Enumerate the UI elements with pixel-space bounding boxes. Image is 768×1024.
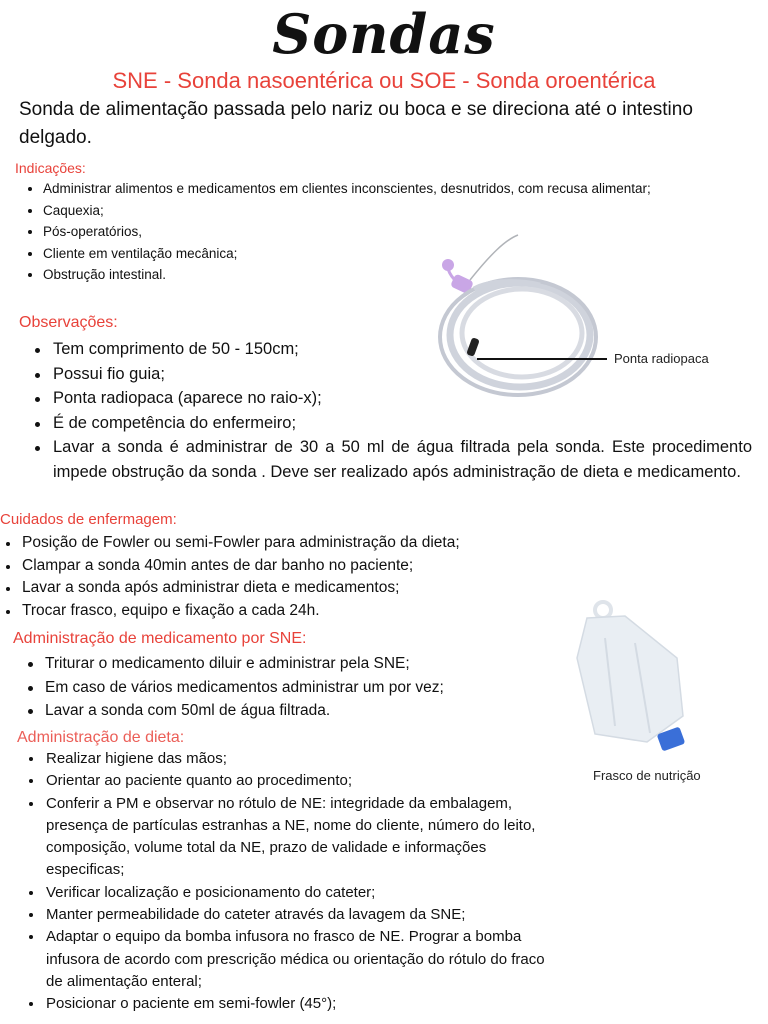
sonda-illustration bbox=[430, 225, 600, 400]
indicacoes-heading: Indicações: bbox=[15, 160, 86, 176]
dieta-heading: Administração de dieta: bbox=[17, 729, 185, 746]
list-item: Orientar ao paciente quanto ao procedimento; bbox=[20, 770, 565, 792]
medicamento-heading: Administração de medicamento por SNE: bbox=[13, 630, 307, 647]
observacoes-list-long bbox=[29, 435, 752, 484]
list-item: Lavar a sonda após administrar dieta e medicamentos; bbox=[0, 577, 600, 600]
list-item: Posição de Fowler ou semi-Fowler para administração da dieta; bbox=[0, 532, 600, 555]
observacoes-list bbox=[29, 337, 429, 435]
observacoes-heading: Observações: bbox=[19, 314, 118, 331]
list-item: Ponta radiopaca (aparece no raio-x); bbox=[29, 386, 429, 411]
medicamento-list bbox=[21, 652, 491, 723]
dieta-list bbox=[20, 748, 565, 1016]
list-item: Cliente em ventilação mecânica; bbox=[25, 243, 720, 265]
indicacoes-list bbox=[25, 178, 720, 286]
intro-text: Sonda de alimentação passada pelo nariz ou boca e se direciona até o intestino delgado. bbox=[19, 99, 693, 148]
list-item: Realizar higiene das mãos; bbox=[20, 748, 565, 770]
frasco-image bbox=[565, 598, 715, 758]
list-item: Manter permeabilidade do cateter através da lavagem da SNE; bbox=[20, 904, 565, 926]
frasco-label: Frasco de nutrição bbox=[593, 768, 701, 783]
list-item: Caquexia; bbox=[25, 200, 720, 222]
list-item: Verificar localização e posicionamento do cateter; bbox=[20, 882, 565, 904]
list-item: Trocar frasco, equipo e fixação a cada 24h. bbox=[0, 600, 600, 623]
list-item: Lavar a sonda com 50ml de água filtrada. bbox=[21, 699, 491, 723]
page-title: Sondas bbox=[272, 2, 496, 66]
list-item: Triturar o medicamento diluir e administrar pela SNE; bbox=[21, 652, 491, 676]
frasco-illustration bbox=[565, 598, 715, 758]
list-item: Tem comprimento de 50 - 150cm; bbox=[29, 337, 429, 362]
cuidados-heading: Cuidados de enfermagem: bbox=[0, 511, 177, 528]
list-item: Em caso de vários medicamentos administrar um por vez; bbox=[21, 676, 491, 700]
list-item: Posicionar o paciente em semi-fowler (45°); bbox=[20, 993, 565, 1015]
list-item: Adaptar o equipo da bomba infusora no frasco de NE. Prograr a bomba infusora de acordo com prescrição médica ou orientação do rótulo do fraco de alimentação enteral; bbox=[20, 926, 565, 993]
list-item: Clampar a sonda 40min antes de dar banho no paciente; bbox=[0, 555, 600, 578]
page-subtitle: SNE - Sonda nasoentérica ou SOE - Sonda oroentérica bbox=[112, 68, 656, 93]
cuidados-list bbox=[0, 532, 600, 622]
list-item: Pós-operatórios, bbox=[25, 221, 720, 243]
list-item: Administrar alimentos e medicamentos em clientes inconscientes, desnutridos, com recusa alimentar; bbox=[25, 178, 720, 200]
sonda-image bbox=[430, 225, 600, 400]
list-item: É de competência do enfermeiro; bbox=[29, 411, 429, 436]
list-item: Possui fio guia; bbox=[29, 362, 429, 387]
list-item: Obstrução intestinal. bbox=[25, 264, 720, 286]
label-pointer-line bbox=[477, 358, 607, 360]
list-item: Lavar a sonda é administrar de 30 a 50 ml de água filtrada pela sonda. Este procedimento impede obstrução da sonda . Deve ser realizado após administração de dieta e medicamento. bbox=[29, 435, 752, 484]
list-item: Conferir a PM e observar no rótulo de NE: integridade da embalagem, presença de partículas estranhas a NE, nome do cliente, número do leito, composição, volume total da NE, prazo de validade e informações especificas; bbox=[20, 793, 565, 882]
sonda-tip-label: Ponta radiopaca bbox=[614, 351, 709, 366]
